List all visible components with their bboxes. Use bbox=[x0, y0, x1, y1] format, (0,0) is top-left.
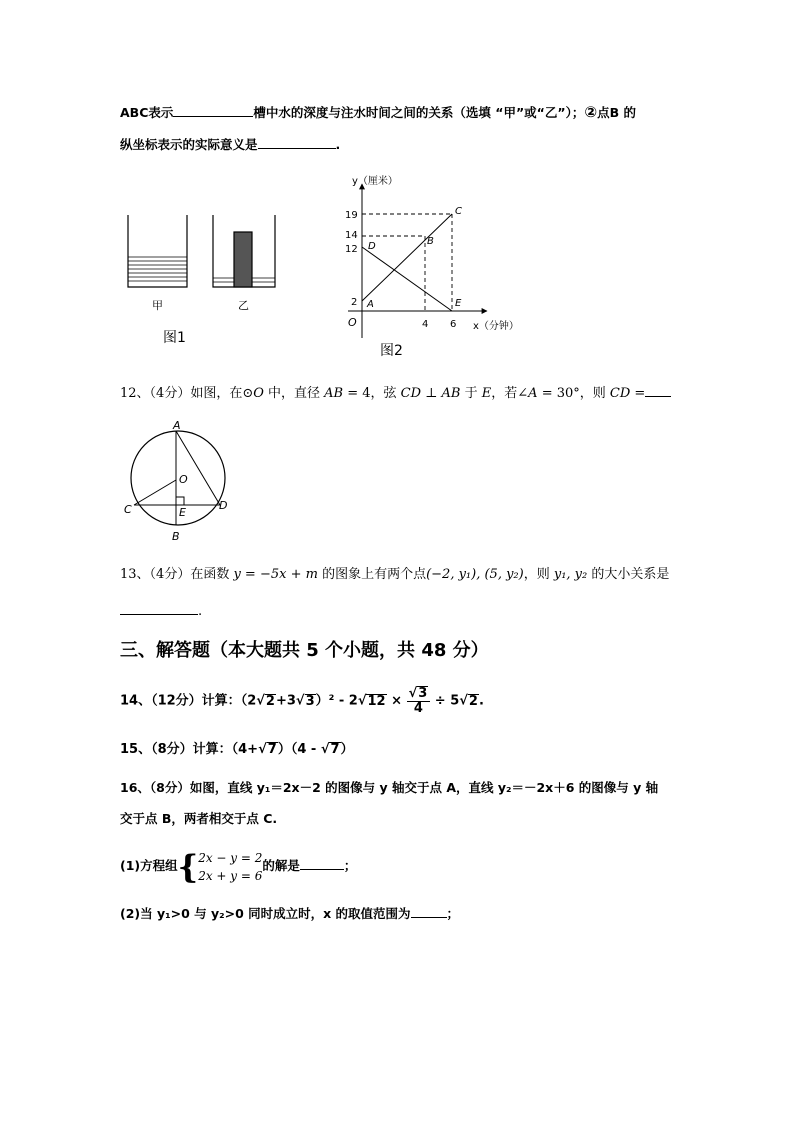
q14-fraction: $\frac{√3}{4}$ bbox=[407, 686, 431, 716]
q16-p1-suffix: 的解是 bbox=[262, 858, 300, 873]
q14-frac-num: 3 bbox=[418, 686, 428, 701]
q11-text-a: ABC表示 bbox=[120, 105, 174, 120]
q14-frac-den: 4 bbox=[413, 701, 423, 716]
y-tick-2: 2 bbox=[351, 297, 358, 308]
q11-line2 bbox=[120, 136, 340, 153]
section-3-title: 三、解答题（本大题共 5 个小题，共 48 分） bbox=[120, 640, 489, 661]
q12-perp: ⊥ bbox=[421, 386, 442, 401]
point-C: C bbox=[455, 206, 462, 217]
dashed-guides bbox=[362, 214, 452, 311]
figure-3-circle bbox=[118, 418, 238, 546]
q12-eq4: = 4，弦 bbox=[343, 386, 401, 401]
q15-p3: ） bbox=[340, 742, 354, 757]
fig3-D: D bbox=[219, 499, 228, 512]
q16-line1: 16、（8分）如图，直线 y₁＝2x－2 的图像与 y 轴交于点 A，直线 y₂＝－2x＋6 的图像与 y 轴 bbox=[120, 780, 659, 795]
q11-blank-2[interactable] bbox=[258, 136, 336, 149]
q16-p1-prefix: (1)方程组 bbox=[120, 858, 178, 873]
x-axis-label: x（分钟） bbox=[473, 321, 519, 332]
point-B: B bbox=[427, 236, 434, 247]
brace-icon: { bbox=[177, 847, 199, 886]
right-angle-mark bbox=[176, 497, 184, 505]
q16-blank-1[interactable] bbox=[300, 857, 344, 870]
q12-E: E bbox=[481, 386, 492, 401]
fig3-O: O bbox=[179, 473, 188, 486]
q15-sqrt7a: 7 bbox=[267, 742, 277, 757]
q12-CD2: CD bbox=[609, 386, 631, 401]
q12-O: O bbox=[253, 386, 264, 401]
figure-2-caption: 图2 bbox=[380, 343, 403, 359]
q16-part2 bbox=[120, 905, 459, 922]
q15-line: 15、（8分）计算：（4+√7）（4 - √7） bbox=[120, 742, 354, 757]
tank-yi bbox=[213, 215, 275, 287]
point-E: E bbox=[455, 298, 462, 309]
q14-prefix: 14、（12分）计算： bbox=[120, 693, 241, 709]
q12-mid1: 中，直径 bbox=[263, 386, 325, 401]
circle-O bbox=[131, 431, 228, 525]
q16-eq1: 2x − y = 2 bbox=[198, 850, 263, 865]
x-tick-4: 4 bbox=[422, 319, 429, 330]
q12-deg: = 30°，则 bbox=[537, 386, 610, 401]
q15-prefix: 15、（8分）计算： bbox=[120, 742, 232, 757]
q16-part1 bbox=[120, 848, 356, 885]
q13-blank[interactable] bbox=[120, 602, 198, 615]
fig3-A: A bbox=[173, 419, 181, 432]
q11-text-b: 槽中水的深度与注水时间之间的关系（选填 “甲”或“乙”）； bbox=[253, 105, 585, 120]
point-D: D bbox=[368, 241, 376, 252]
q14-line: 14、（12分）计算：（2√2+3√3）² - 2√12 × $\frac{√3}{4}$ ÷ 5√2. bbox=[120, 686, 484, 716]
q16-p2-end: ； bbox=[446, 906, 460, 921]
y-tick-12: 12 bbox=[345, 244, 358, 255]
q16-line2: 交于点 B，两者相交于点 C. bbox=[120, 811, 278, 826]
fig3-E: E bbox=[179, 506, 186, 519]
q13-mid: 的图象上有两个点 bbox=[317, 567, 427, 582]
q14-div5: ÷ 5 bbox=[430, 693, 460, 709]
q13-line2 bbox=[120, 602, 202, 620]
q14-sqrt3: 3 bbox=[305, 693, 315, 709]
q14-close: ）² - 2 bbox=[315, 693, 358, 709]
y-axis-label: y（厘米） bbox=[352, 176, 398, 187]
figure-1-caption: 图1 bbox=[163, 330, 186, 346]
q15-sqrt7b: 7 bbox=[330, 742, 340, 757]
q11-line1 bbox=[120, 104, 636, 121]
q13-period: . bbox=[198, 604, 203, 619]
equation-system bbox=[198, 849, 262, 885]
q16-p2-text: (2)当 y₁>0 与 y₂>0 同时成立时，x 的取值范围为 bbox=[120, 906, 411, 921]
fig3-B: B bbox=[172, 530, 180, 543]
q14-sqrt2: 2 bbox=[265, 693, 275, 709]
segment-CO bbox=[134, 480, 176, 505]
segment-AD bbox=[176, 431, 220, 505]
figure-2-graph bbox=[330, 170, 530, 365]
q11-period: . bbox=[335, 137, 341, 152]
q11-text-c: 点B 的 bbox=[597, 105, 636, 120]
fig3-C: C bbox=[124, 503, 132, 516]
q12-A: A bbox=[528, 386, 538, 401]
q13-ys: y₁, y₂ bbox=[553, 567, 588, 582]
q11-blank-1[interactable] bbox=[173, 104, 253, 117]
q12-AB2: AB bbox=[441, 386, 461, 401]
q13-end: 的大小关系是 bbox=[587, 567, 670, 582]
q13-mid2: ，则 bbox=[523, 567, 554, 582]
q12-blank[interactable] bbox=[645, 384, 671, 397]
q12-prefix: 12、（4分）如图，在⊙ bbox=[120, 386, 254, 401]
q14-end: . bbox=[478, 693, 484, 709]
q12-eqend: = bbox=[630, 386, 646, 401]
line-ABC bbox=[362, 214, 452, 301]
q13-function: y = −5x + m bbox=[233, 567, 318, 582]
q11-circled-2: ② bbox=[584, 103, 598, 121]
q14-times: × bbox=[386, 693, 407, 709]
q14-plus3: +3 bbox=[275, 693, 296, 709]
line-DE bbox=[362, 247, 452, 311]
figure-1 bbox=[120, 205, 280, 355]
label-yi: 乙 bbox=[238, 299, 249, 312]
q13-line1 bbox=[120, 567, 669, 583]
q11-text-d: 纵坐标表示的实际意义是 bbox=[120, 137, 258, 152]
x-tick-6: 6 bbox=[450, 319, 457, 330]
y-tick-19: 19 bbox=[345, 210, 358, 221]
q14-open: （2 bbox=[240, 693, 257, 709]
q12-CD: CD bbox=[400, 386, 422, 401]
q12-AB: AB bbox=[324, 386, 344, 401]
q15-p2: ）（4 - bbox=[277, 742, 321, 757]
q14-sqrt12: 12 bbox=[367, 693, 386, 709]
q16-eq2: 2x + y = 6 bbox=[198, 868, 263, 883]
q15-p1: （4+ bbox=[231, 742, 259, 757]
label-jia: 甲 bbox=[152, 299, 163, 312]
q12-ruo: ，若∠ bbox=[491, 386, 529, 401]
y-tick-14: 14 bbox=[345, 230, 358, 241]
origin-label: O bbox=[348, 316, 357, 329]
tank-jia bbox=[128, 215, 187, 287]
q13-points: (−2, y₁), (5, y₂) bbox=[426, 567, 524, 582]
q13-prefix: 13、（4分）在函数 bbox=[120, 567, 234, 582]
q16-blank-2[interactable] bbox=[411, 905, 447, 918]
q16-p1-end: ； bbox=[343, 858, 357, 873]
q12-yu: 于 bbox=[460, 386, 482, 401]
q12-line bbox=[120, 384, 671, 402]
q14-sqrt2b: 2 bbox=[468, 693, 478, 709]
point-A: A bbox=[367, 299, 374, 310]
